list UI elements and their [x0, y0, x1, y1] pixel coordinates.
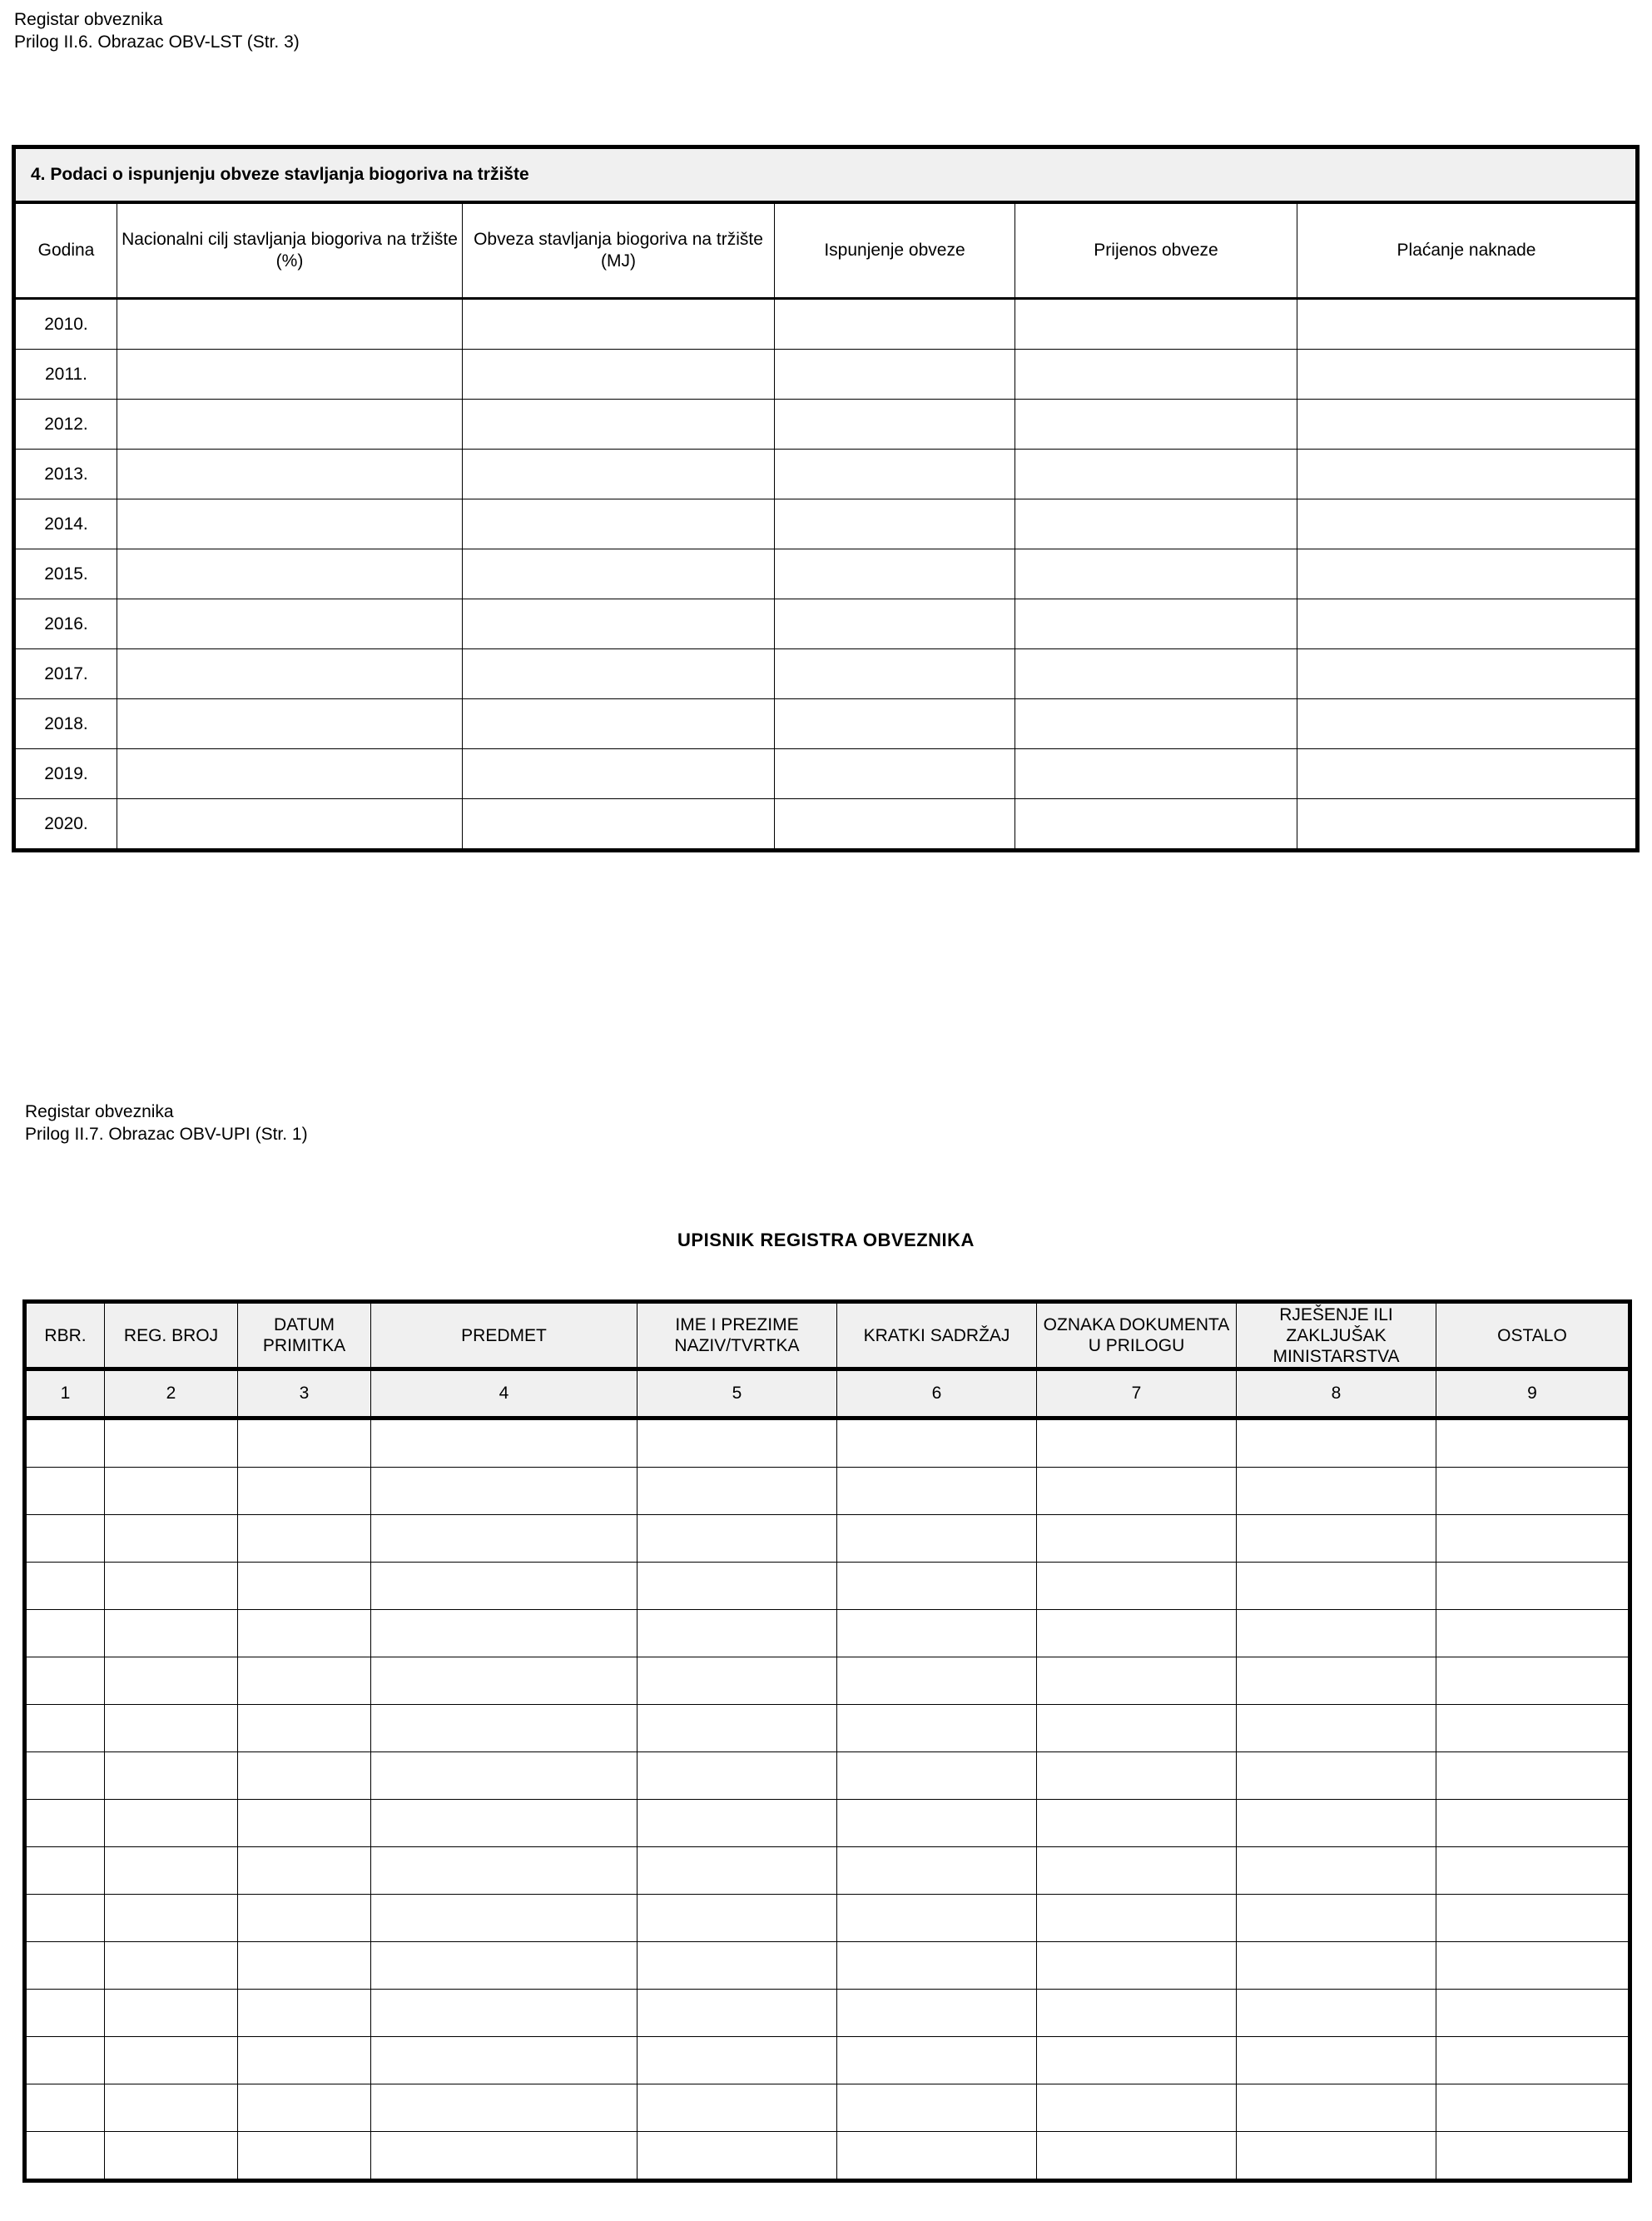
- input-cell[interactable]: [463, 799, 775, 851]
- input-cell[interactable]: [1015, 549, 1297, 599]
- input-cell[interactable]: [463, 649, 775, 699]
- input-cell[interactable]: [637, 1895, 837, 1942]
- column-number: 8: [1237, 1369, 1436, 1419]
- input-cell[interactable]: [238, 1563, 371, 1610]
- input-cell[interactable]: [105, 2037, 238, 2084]
- input-cell[interactable]: [1436, 1468, 1630, 1515]
- register-log-table: [22, 1299, 1632, 2183]
- input-cell[interactable]: [1297, 599, 1638, 649]
- input-cell[interactable]: [1297, 549, 1638, 599]
- input-cell[interactable]: [1297, 799, 1638, 851]
- input-cell[interactable]: [105, 1847, 238, 1895]
- input-cell[interactable]: [1237, 1610, 1436, 1657]
- input-cell[interactable]: [837, 2132, 1037, 2181]
- input-cell[interactable]: [25, 1942, 105, 1990]
- input-cell[interactable]: [117, 350, 463, 400]
- input-cell[interactable]: [238, 1752, 371, 1800]
- input-cell[interactable]: [1436, 1752, 1630, 1800]
- column-number: 6: [837, 1369, 1037, 1419]
- input-cell[interactable]: [1015, 499, 1297, 549]
- input-cell[interactable]: [105, 1990, 238, 2037]
- input-cell[interactable]: [238, 2037, 371, 2084]
- input-cell[interactable]: [1237, 1468, 1436, 1515]
- input-cell[interactable]: [1436, 1990, 1630, 2037]
- input-cell[interactable]: [637, 1847, 837, 1895]
- input-cell[interactable]: [25, 1468, 105, 1515]
- input-cell[interactable]: [238, 1847, 371, 1895]
- input-cell[interactable]: [463, 450, 775, 499]
- input-cell[interactable]: [117, 799, 463, 851]
- table-row: [25, 1847, 1630, 1895]
- column-header: Godina: [14, 202, 117, 299]
- input-cell[interactable]: [238, 1705, 371, 1752]
- input-cell[interactable]: [25, 1705, 105, 1752]
- input-cell[interactable]: [637, 2084, 837, 2132]
- table-row: [25, 1563, 1630, 1610]
- input-cell[interactable]: [775, 649, 1015, 699]
- input-cell[interactable]: [775, 499, 1015, 549]
- input-cell[interactable]: [25, 1800, 105, 1847]
- input-cell[interactable]: [463, 400, 775, 450]
- table-row: [25, 2132, 1630, 2181]
- input-cell[interactable]: [238, 2084, 371, 2132]
- input-cell[interactable]: [1436, 1895, 1630, 1942]
- input-cell[interactable]: [463, 499, 775, 549]
- year-cell: 2011.: [14, 350, 117, 400]
- input-cell[interactable]: [1037, 1610, 1237, 1657]
- input-cell[interactable]: [637, 1942, 837, 1990]
- input-cell[interactable]: [371, 1563, 637, 1610]
- input-cell[interactable]: [1237, 1895, 1436, 1942]
- input-cell[interactable]: [105, 1468, 238, 1515]
- year-cell: 2020.: [14, 799, 117, 851]
- input-cell[interactable]: [1037, 1515, 1237, 1563]
- table-row: [14, 649, 1638, 699]
- page1-header: [14, 8, 300, 53]
- input-cell[interactable]: [775, 400, 1015, 450]
- input-cell[interactable]: [105, 2084, 238, 2132]
- table-row: [14, 299, 1638, 350]
- input-cell[interactable]: [1037, 2132, 1237, 2181]
- input-cell[interactable]: [1015, 350, 1297, 400]
- input-cell[interactable]: [105, 1752, 238, 1800]
- input-cell[interactable]: [1015, 799, 1297, 851]
- input-cell[interactable]: [25, 2132, 105, 2181]
- input-cell[interactable]: [238, 2132, 371, 2181]
- input-cell[interactable]: [1297, 499, 1638, 549]
- input-cell[interactable]: [1037, 1847, 1237, 1895]
- input-cell[interactable]: [1015, 749, 1297, 799]
- input-cell[interactable]: [1436, 2037, 1630, 2084]
- input-cell[interactable]: [371, 1657, 637, 1705]
- column-header: RBR.: [25, 1302, 105, 1369]
- input-cell[interactable]: [1037, 1563, 1237, 1610]
- input-cell[interactable]: [1297, 350, 1638, 400]
- input-cell[interactable]: [117, 450, 463, 499]
- year-cell: 2018.: [14, 699, 117, 749]
- column-header: Ispunjenje obveze: [775, 202, 1015, 299]
- input-cell[interactable]: [637, 1419, 837, 1468]
- input-cell[interactable]: [238, 1468, 371, 1515]
- input-cell[interactable]: [1436, 1419, 1630, 1468]
- column-number: 1: [25, 1369, 105, 1419]
- input-cell[interactable]: [238, 1515, 371, 1563]
- input-cell[interactable]: [238, 1657, 371, 1705]
- input-cell[interactable]: [1436, 1847, 1630, 1895]
- input-cell[interactable]: [1436, 1657, 1630, 1705]
- input-cell[interactable]: [117, 649, 463, 699]
- input-cell[interactable]: [637, 1657, 837, 1705]
- input-cell[interactable]: [837, 1610, 1037, 1657]
- table-row: [25, 1657, 1630, 1705]
- input-cell[interactable]: [1037, 1752, 1237, 1800]
- table-row: [14, 599, 1638, 649]
- table-row: [25, 2037, 1630, 2084]
- column-header: IME I PREZIME NAZIV/TVRTKA: [637, 1302, 837, 1369]
- table-row: [25, 1610, 1630, 1657]
- input-cell[interactable]: [1037, 1800, 1237, 1847]
- column-header: KRATKI SADRŽAJ: [837, 1302, 1037, 1369]
- year-cell: 2013.: [14, 450, 117, 499]
- input-cell[interactable]: [1237, 2132, 1436, 2181]
- form-label: Prilog II.7. Obrazac OBV-UPI (Str. 1): [25, 1125, 308, 1144]
- input-cell[interactable]: [1237, 1800, 1436, 1847]
- table-row: [25, 2084, 1630, 2132]
- input-cell[interactable]: [1436, 1705, 1630, 1752]
- input-cell[interactable]: [637, 1752, 837, 1800]
- input-cell[interactable]: [1237, 1990, 1436, 2037]
- input-cell[interactable]: [371, 1468, 637, 1515]
- column-number: 9: [1436, 1369, 1630, 1419]
- input-cell[interactable]: [837, 1800, 1037, 1847]
- input-cell[interactable]: [117, 299, 463, 350]
- input-cell[interactable]: [238, 1610, 371, 1657]
- input-cell[interactable]: [371, 1705, 637, 1752]
- input-cell[interactable]: [371, 1515, 637, 1563]
- table-row: [25, 1705, 1630, 1752]
- input-cell[interactable]: [1015, 450, 1297, 499]
- input-cell[interactable]: [637, 2132, 837, 2181]
- input-cell[interactable]: [775, 350, 1015, 400]
- input-cell[interactable]: [238, 1990, 371, 2037]
- input-cell[interactable]: [371, 1419, 637, 1468]
- input-cell[interactable]: [1436, 1563, 1630, 1610]
- input-cell[interactable]: [105, 2132, 238, 2181]
- column-header: Prijenos obveze: [1015, 202, 1297, 299]
- table-row: [25, 1515, 1630, 1563]
- input-cell[interactable]: [1237, 1752, 1436, 1800]
- input-cell[interactable]: [775, 549, 1015, 599]
- column-header: RJEŠENJE ILI ZAKLJUŠAK MINISTARSTVA: [1237, 1302, 1436, 1369]
- column-header: REG. BROJ: [105, 1302, 238, 1369]
- column-number: 2: [105, 1369, 238, 1419]
- input-cell[interactable]: [25, 1847, 105, 1895]
- input-cell[interactable]: [1237, 1847, 1436, 1895]
- input-cell[interactable]: [775, 450, 1015, 499]
- input-cell[interactable]: [775, 749, 1015, 799]
- input-cell[interactable]: [837, 2037, 1037, 2084]
- table-row: [25, 1419, 1630, 1468]
- input-cell[interactable]: [105, 1610, 238, 1657]
- input-cell[interactable]: [837, 1515, 1037, 1563]
- table-row: [14, 499, 1638, 549]
- input-cell[interactable]: [775, 599, 1015, 649]
- input-cell[interactable]: [775, 299, 1015, 350]
- input-cell[interactable]: [117, 549, 463, 599]
- input-cell[interactable]: [1297, 649, 1638, 699]
- table-row: [14, 400, 1638, 450]
- input-cell[interactable]: [1015, 699, 1297, 749]
- input-cell[interactable]: [1037, 1705, 1237, 1752]
- column-header: Nacionalni cilj stavljanja biogoriva na tržište (%): [117, 202, 463, 299]
- input-cell[interactable]: [837, 1895, 1037, 1942]
- input-cell[interactable]: [105, 1705, 238, 1752]
- input-cell[interactable]: [1015, 299, 1297, 350]
- input-cell[interactable]: [837, 1990, 1037, 2037]
- input-cell[interactable]: [637, 1610, 837, 1657]
- input-cell[interactable]: [25, 1990, 105, 2037]
- table-row: [14, 799, 1638, 851]
- input-cell[interactable]: [463, 350, 775, 400]
- input-cell[interactable]: [1297, 299, 1638, 350]
- input-cell[interactable]: [637, 1515, 837, 1563]
- input-cell[interactable]: [1037, 1895, 1237, 1942]
- column-number: 4: [371, 1369, 637, 1419]
- input-cell[interactable]: [1237, 1657, 1436, 1705]
- input-cell[interactable]: [117, 599, 463, 649]
- table-row: [25, 1990, 1630, 2037]
- input-cell[interactable]: [1297, 699, 1638, 749]
- input-cell[interactable]: [1237, 1419, 1436, 1468]
- year-cell: 2014.: [14, 499, 117, 549]
- table-row: [14, 350, 1638, 400]
- year-cell: 2016.: [14, 599, 117, 649]
- input-cell[interactable]: [463, 749, 775, 799]
- input-cell[interactable]: [637, 1800, 837, 1847]
- input-cell[interactable]: [25, 1895, 105, 1942]
- page-title: UPISNIK REGISTRA OBVEZNIKA: [677, 1230, 975, 1250]
- input-cell[interactable]: [837, 1942, 1037, 1990]
- form-label: Prilog II.6. Obrazac OBV-LST (Str. 3): [14, 32, 300, 52]
- input-cell[interactable]: [463, 699, 775, 749]
- input-cell[interactable]: [1297, 400, 1638, 450]
- input-cell[interactable]: [837, 1468, 1037, 1515]
- input-cell[interactable]: [371, 1942, 637, 1990]
- year-cell: 2017.: [14, 649, 117, 699]
- input-cell[interactable]: [105, 1895, 238, 1942]
- input-cell[interactable]: [1436, 2132, 1630, 2181]
- column-header: OZNAKA DOKUMENTA U PRILOGU: [1037, 1302, 1237, 1369]
- input-cell[interactable]: [463, 549, 775, 599]
- input-cell[interactable]: [775, 799, 1015, 851]
- input-cell[interactable]: [837, 1705, 1037, 1752]
- input-cell[interactable]: [1015, 599, 1297, 649]
- input-cell[interactable]: [105, 1563, 238, 1610]
- input-cell[interactable]: [25, 2084, 105, 2132]
- table-row: [25, 1942, 1630, 1990]
- table-row: [25, 1800, 1630, 1847]
- column-header: OSTALO: [1436, 1302, 1630, 1369]
- input-cell[interactable]: [25, 1419, 105, 1468]
- table-row: [14, 699, 1638, 749]
- register-label: Registar obveznika: [25, 1102, 174, 1121]
- input-cell[interactable]: [1015, 400, 1297, 450]
- input-cell[interactable]: [837, 1752, 1037, 1800]
- input-cell[interactable]: [463, 599, 775, 649]
- column-header: Obveza stavljanja biogoriva na tržište (MJ): [463, 202, 775, 299]
- input-cell[interactable]: [105, 1657, 238, 1705]
- input-cell[interactable]: [1037, 1468, 1237, 1515]
- column-number: 3: [238, 1369, 371, 1419]
- input-cell[interactable]: [837, 1419, 1037, 1468]
- input-cell[interactable]: [1436, 1942, 1630, 1990]
- input-cell[interactable]: [105, 1800, 238, 1847]
- input-cell[interactable]: [25, 1657, 105, 1705]
- input-cell[interactable]: [371, 1847, 637, 1895]
- table-row: [25, 1468, 1630, 1515]
- column-number: 7: [1037, 1369, 1237, 1419]
- input-cell[interactable]: [371, 1990, 637, 2037]
- input-cell[interactable]: [1237, 2084, 1436, 2132]
- input-cell[interactable]: [1237, 1705, 1436, 1752]
- year-cell: 2012.: [14, 400, 117, 450]
- input-cell[interactable]: [837, 1563, 1037, 1610]
- input-cell[interactable]: [371, 2084, 637, 2132]
- input-cell[interactable]: [1237, 1942, 1436, 1990]
- section-title: 4. Podaci o ispunjenju obveze stavljanja biogoriva na tržište: [14, 147, 1638, 203]
- column-number: 5: [637, 1369, 837, 1419]
- input-cell[interactable]: [1037, 1419, 1237, 1468]
- table-row: [25, 1752, 1630, 1800]
- input-cell[interactable]: [1037, 2037, 1237, 2084]
- input-cell[interactable]: [637, 1990, 837, 2037]
- input-cell[interactable]: [1436, 1800, 1630, 1847]
- input-cell[interactable]: [105, 1942, 238, 1990]
- input-cell[interactable]: [637, 1705, 837, 1752]
- input-cell[interactable]: [1436, 1515, 1630, 1563]
- input-cell[interactable]: [463, 299, 775, 350]
- table-row: [14, 549, 1638, 599]
- input-cell[interactable]: [1037, 2084, 1237, 2132]
- input-cell[interactable]: [1015, 649, 1297, 699]
- input-cell[interactable]: [837, 2084, 1037, 2132]
- input-cell[interactable]: [1436, 1610, 1630, 1657]
- input-cell[interactable]: [1436, 2084, 1630, 2132]
- input-cell[interactable]: [25, 1610, 105, 1657]
- input-cell[interactable]: [238, 1419, 371, 1468]
- input-cell[interactable]: [25, 1752, 105, 1800]
- input-cell[interactable]: [238, 1895, 371, 1942]
- input-cell[interactable]: [238, 1800, 371, 1847]
- input-cell[interactable]: [1297, 749, 1638, 799]
- input-cell[interactable]: [371, 1800, 637, 1847]
- input-cell[interactable]: [837, 1847, 1037, 1895]
- column-header: DATUM PRIMITKA: [238, 1302, 371, 1369]
- biofuel-obligation-table: [12, 145, 1640, 852]
- input-cell[interactable]: [837, 1657, 1037, 1705]
- year-cell: 2019.: [14, 749, 117, 799]
- column-header: PREDMET: [371, 1302, 637, 1369]
- input-cell[interactable]: [775, 699, 1015, 749]
- input-cell[interactable]: [1237, 1515, 1436, 1563]
- column-header: Plaćanje naknade: [1297, 202, 1638, 299]
- input-cell[interactable]: [371, 1610, 637, 1657]
- year-cell: 2015.: [14, 549, 117, 599]
- input-cell[interactable]: [1037, 1942, 1237, 1990]
- table-row: [25, 1895, 1630, 1942]
- input-cell[interactable]: [371, 1895, 637, 1942]
- register-label: Registar obveznika: [14, 10, 163, 29]
- input-cell[interactable]: [25, 1563, 105, 1610]
- input-cell[interactable]: [637, 2037, 837, 2084]
- year-cell: 2010.: [14, 299, 117, 350]
- input-cell[interactable]: [371, 1752, 637, 1800]
- input-cell[interactable]: [1237, 2037, 1436, 2084]
- input-cell[interactable]: [238, 1942, 371, 1990]
- input-cell[interactable]: [117, 699, 463, 749]
- input-cell[interactable]: [117, 499, 463, 549]
- input-cell[interactable]: [25, 1515, 105, 1563]
- input-cell[interactable]: [105, 1515, 238, 1563]
- page2-header: [25, 1101, 308, 1145]
- input-cell[interactable]: [637, 1563, 837, 1610]
- input-cell[interactable]: [105, 1419, 238, 1468]
- input-cell[interactable]: [371, 2037, 637, 2084]
- input-cell[interactable]: [25, 2037, 105, 2084]
- input-cell[interactable]: [1037, 1990, 1237, 2037]
- input-cell[interactable]: [117, 400, 463, 450]
- input-cell[interactable]: [117, 749, 463, 799]
- input-cell[interactable]: [637, 1468, 837, 1515]
- input-cell[interactable]: [1037, 1657, 1237, 1705]
- input-cell[interactable]: [371, 2132, 637, 2181]
- table-row: [14, 450, 1638, 499]
- table-row: [14, 749, 1638, 799]
- input-cell[interactable]: [1297, 450, 1638, 499]
- input-cell[interactable]: [1237, 1563, 1436, 1610]
